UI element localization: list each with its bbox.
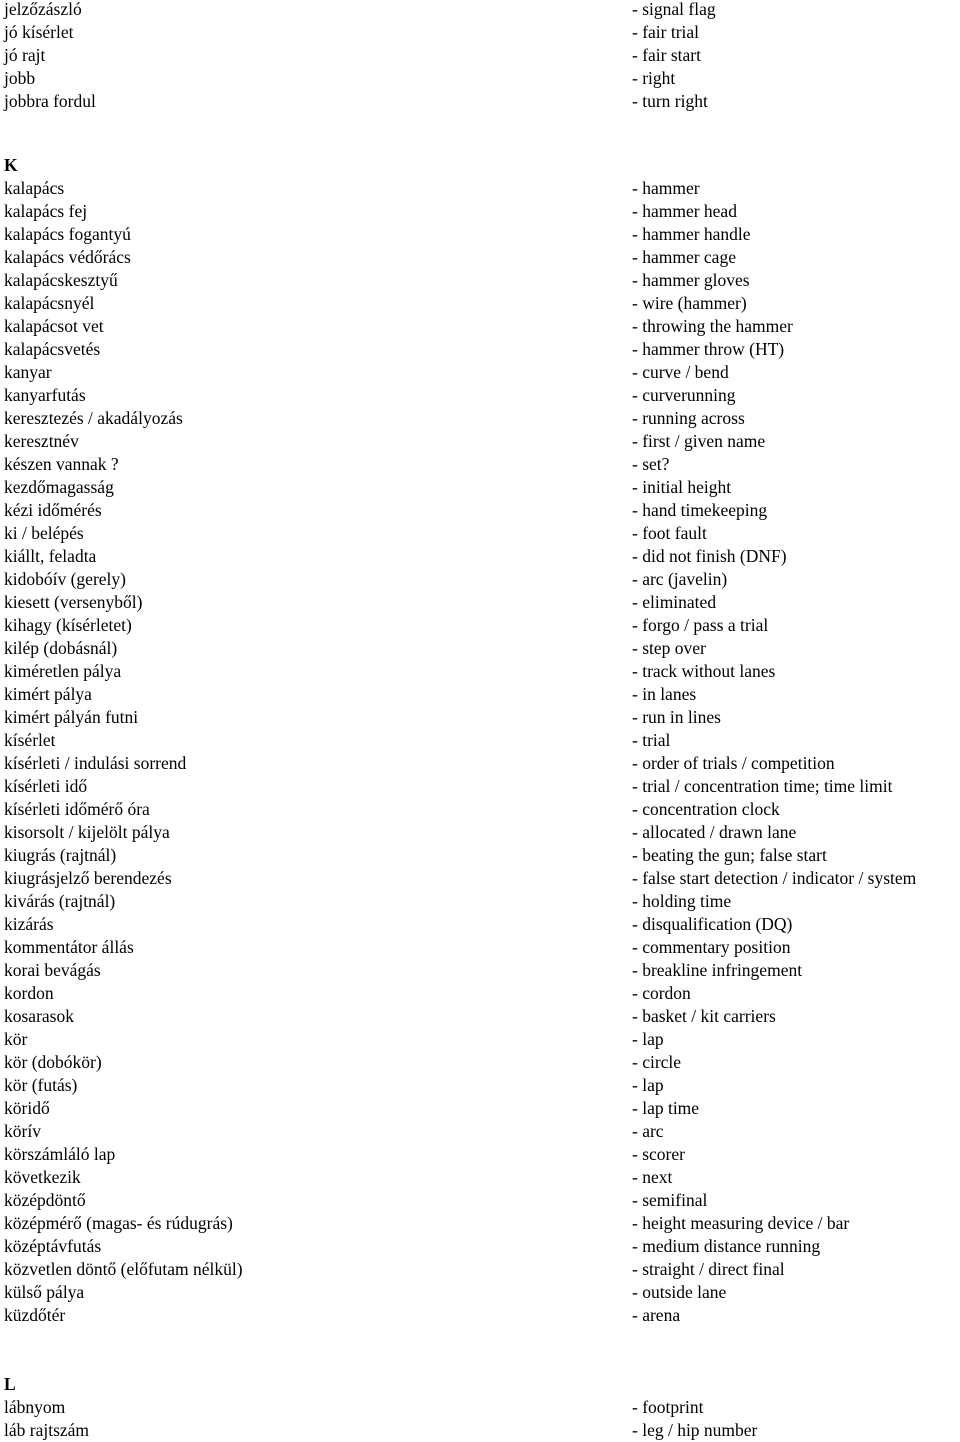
hungarian-term: kimért pályán futni	[4, 707, 139, 727]
entry-row	[0, 21, 960, 44]
hungarian-term: kanyarfutás	[4, 385, 86, 405]
entry-row	[0, 798, 960, 821]
english-term: - fair trial	[632, 22, 700, 42]
hungarian-term: körív	[4, 1121, 41, 1141]
hungarian-term: külső pálya	[4, 1282, 85, 1302]
entry-row	[0, 752, 960, 775]
english-term: - semifinal	[632, 1190, 708, 1210]
hungarian-term: küzdőtér	[4, 1305, 66, 1325]
english-term: - hammer cage	[632, 247, 736, 267]
hungarian-term: láb rajtszám	[4, 1420, 90, 1440]
hungarian-term: középmérő (magas- és rúdugrás)	[4, 1213, 233, 1233]
entry-row	[0, 1097, 960, 1120]
entry-row	[0, 1212, 960, 1235]
entry-row	[0, 1396, 960, 1419]
hungarian-term: ki / belépés	[4, 523, 84, 543]
entry-row	[0, 361, 960, 384]
entry-row	[0, 890, 960, 913]
hungarian-term: kísérleti / indulási sorrend	[4, 753, 187, 773]
entry-row	[0, 1304, 960, 1327]
english-term: - lap	[632, 1075, 664, 1095]
english-term: - hammer head	[632, 201, 737, 221]
english-term: - eliminated	[632, 592, 717, 612]
entry-row	[0, 1419, 960, 1442]
entry-row	[0, 1051, 960, 1074]
english-term: - first / given name	[632, 431, 766, 451]
section-letter-k: K	[4, 155, 18, 175]
entry-row	[0, 44, 960, 67]
entry-row	[0, 384, 960, 407]
section-l	[0, 1396, 960, 1442]
entry-row	[0, 453, 960, 476]
entry-row	[0, 407, 960, 430]
entry-row	[0, 1235, 960, 1258]
section-letter-l: L	[4, 1374, 16, 1394]
hungarian-term: kézi időmérés	[4, 500, 102, 520]
entry-row	[0, 1120, 960, 1143]
entry-row	[0, 729, 960, 752]
hungarian-term: kilép (dobásnál)	[4, 638, 118, 658]
english-term: - hammer gloves	[632, 270, 750, 290]
english-term: - right	[632, 68, 676, 88]
english-term: - hammer handle	[632, 224, 751, 244]
english-term: - curverunning	[632, 385, 736, 405]
entry-row	[0, 499, 960, 522]
english-term: - commentary position	[632, 937, 791, 957]
english-term: - running across	[632, 408, 745, 428]
hungarian-term: kalapácsnyél	[4, 293, 95, 313]
entry-row	[0, 683, 960, 706]
entry-row	[0, 844, 960, 867]
hungarian-term: jelzőzászló	[4, 0, 82, 19]
english-term: - trial / concentration time; time limit	[632, 776, 893, 796]
english-term: - disqualification (DQ)	[632, 914, 793, 934]
english-term: - signal flag	[632, 0, 716, 19]
entry-row	[0, 821, 960, 844]
hungarian-term: kordon	[4, 983, 54, 1003]
hungarian-term: középdöntő	[4, 1190, 86, 1210]
section-k	[0, 177, 960, 1327]
english-term: - basket / kit carriers	[632, 1006, 776, 1026]
entry-row	[0, 0, 960, 21]
hungarian-term: kezdőmagasság	[4, 477, 114, 497]
hungarian-term: kosarasok	[4, 1006, 74, 1026]
english-term: - fair start	[632, 45, 701, 65]
entry-row	[0, 959, 960, 982]
hungarian-term: kör	[4, 1029, 28, 1049]
entry-row	[0, 982, 960, 1005]
hungarian-term: kör (dobókör)	[4, 1052, 102, 1072]
hungarian-term: kidobóív (gerely)	[4, 569, 126, 589]
hungarian-term: jó rajt	[4, 45, 46, 65]
entry-row	[0, 246, 960, 269]
entry-row	[0, 476, 960, 499]
entry-row	[0, 1189, 960, 1212]
entry-row	[0, 269, 960, 292]
english-term: - turn right	[632, 91, 708, 111]
english-term: - track without lanes	[632, 661, 776, 681]
hungarian-term: következik	[4, 1167, 81, 1187]
hungarian-term: kiugrásjelző berendezés	[4, 868, 172, 888]
entry-row	[0, 936, 960, 959]
entry-row	[0, 430, 960, 453]
english-term: - arena	[632, 1305, 681, 1325]
english-term: - curve / bend	[632, 362, 729, 382]
entry-row	[0, 223, 960, 246]
english-term: - allocated / drawn lane	[632, 822, 797, 842]
hungarian-term: kiugrás (rajtnál)	[4, 845, 117, 865]
english-term: - medium distance running	[632, 1236, 821, 1256]
hungarian-term: jobb	[4, 68, 36, 88]
hungarian-term: kísérleti időmérő óra	[4, 799, 150, 819]
entry-row	[0, 315, 960, 338]
english-term: - trial	[632, 730, 671, 750]
hungarian-term: kalapácskesztyű	[4, 270, 118, 290]
entry-row	[0, 591, 960, 614]
english-term: - wire (hammer)	[632, 293, 747, 313]
hungarian-term: kalapácsvetés	[4, 339, 101, 359]
entry-row	[0, 660, 960, 683]
entry-row	[0, 1028, 960, 1051]
hungarian-term: kísérlet	[4, 730, 56, 750]
english-term: - concentration clock	[632, 799, 780, 819]
hungarian-term: kiesett (versenyből)	[4, 592, 143, 612]
english-term: - foot fault	[632, 523, 707, 543]
entry-row	[0, 706, 960, 729]
entry-row	[0, 637, 960, 660]
entry-row	[0, 67, 960, 90]
hungarian-term: kimért pálya	[4, 684, 92, 704]
entry-row	[0, 1258, 960, 1281]
hungarian-term: körszámláló lap	[4, 1144, 116, 1164]
english-term: - circle	[632, 1052, 682, 1072]
english-term: - run in lines	[632, 707, 721, 727]
hungarian-term: kör (futás)	[4, 1075, 78, 1095]
hungarian-term: kalapács védőrács	[4, 247, 131, 267]
english-term: - forgo / pass a trial	[632, 615, 769, 635]
english-term: - false start detection / indicator / system	[632, 868, 917, 888]
english-term: - hammer	[632, 178, 700, 198]
english-term: - beating the gun; false start	[632, 845, 827, 865]
hungarian-term: kalapácsot vet	[4, 316, 104, 336]
english-term: - did not finish (DNF)	[632, 546, 787, 566]
hungarian-term: kalapács	[4, 178, 65, 198]
english-term: - breakline infringement	[632, 960, 803, 980]
english-term: - next	[632, 1167, 673, 1187]
entry-row	[0, 292, 960, 315]
entry-row	[0, 1143, 960, 1166]
english-term: - straight / direct final	[632, 1259, 785, 1279]
hungarian-term: közvetlen döntő (előfutam nélkül)	[4, 1259, 243, 1279]
hungarian-term: kisorsolt / kijelölt pálya	[4, 822, 170, 842]
entry-row	[0, 568, 960, 591]
english-term: - footprint	[632, 1397, 704, 1417]
hungarian-term: kiméretlen pálya	[4, 661, 122, 681]
english-term: - step over	[632, 638, 706, 658]
entry-row	[0, 200, 960, 223]
hungarian-term: lábnyom	[4, 1397, 66, 1417]
english-term: - leg / hip number	[632, 1420, 758, 1440]
hungarian-term: keresztezés / akadályozás	[4, 408, 183, 428]
english-term: - order of trials / competition	[632, 753, 835, 773]
hungarian-term: kivárás (rajtnál)	[4, 891, 116, 911]
english-term: - arc (javelin)	[632, 569, 728, 589]
english-term: - in lanes	[632, 684, 697, 704]
hungarian-term: keresztnév	[4, 431, 79, 451]
entry-row	[0, 867, 960, 890]
hungarian-term: kísérleti idő	[4, 776, 88, 796]
english-term: - scorer	[632, 1144, 685, 1164]
hungarian-term: kalapács fej	[4, 201, 88, 221]
english-term: - throwing the hammer	[632, 316, 793, 336]
entry-row	[0, 545, 960, 568]
hungarian-term: jobbra fordul	[4, 91, 96, 111]
entry-row	[0, 775, 960, 798]
hungarian-term: kiállt, feladta	[4, 546, 97, 566]
entry-row	[0, 1074, 960, 1097]
entry-row	[0, 90, 960, 113]
entry-row	[0, 522, 960, 545]
hungarian-term: köridő	[4, 1098, 50, 1118]
section-j	[0, 0, 960, 113]
hungarian-term: kihagy (kísérletet)	[4, 615, 132, 635]
hungarian-term: kanyar	[4, 362, 52, 382]
english-term: - set?	[632, 454, 670, 474]
entry-row	[0, 338, 960, 361]
entry-row	[0, 913, 960, 936]
english-term: - outside lane	[632, 1282, 727, 1302]
entry-row	[0, 614, 960, 637]
english-term: - cordon	[632, 983, 691, 1003]
english-term: - lap time	[632, 1098, 700, 1118]
hungarian-term: középtávfutás	[4, 1236, 102, 1256]
english-term: - lap	[632, 1029, 664, 1049]
hungarian-term: készen vannak ?	[4, 454, 119, 474]
entry-row	[0, 177, 960, 200]
hungarian-term: kalapács fogantyú	[4, 224, 131, 244]
hungarian-term: korai bevágás	[4, 960, 101, 980]
english-term: - hand timekeeping	[632, 500, 768, 520]
english-term: - initial height	[632, 477, 732, 497]
english-term: - holding time	[632, 891, 732, 911]
hungarian-term: kizárás	[4, 914, 54, 934]
english-term: - hammer throw (HT)	[632, 339, 785, 359]
entry-row	[0, 1005, 960, 1028]
entry-row	[0, 1166, 960, 1189]
english-term: - arc	[632, 1121, 664, 1141]
hungarian-term: jó kísérlet	[4, 22, 74, 42]
entry-row	[0, 1281, 960, 1304]
english-term: - height measuring device / bar	[632, 1213, 850, 1233]
hungarian-term: kommentátor állás	[4, 937, 134, 957]
